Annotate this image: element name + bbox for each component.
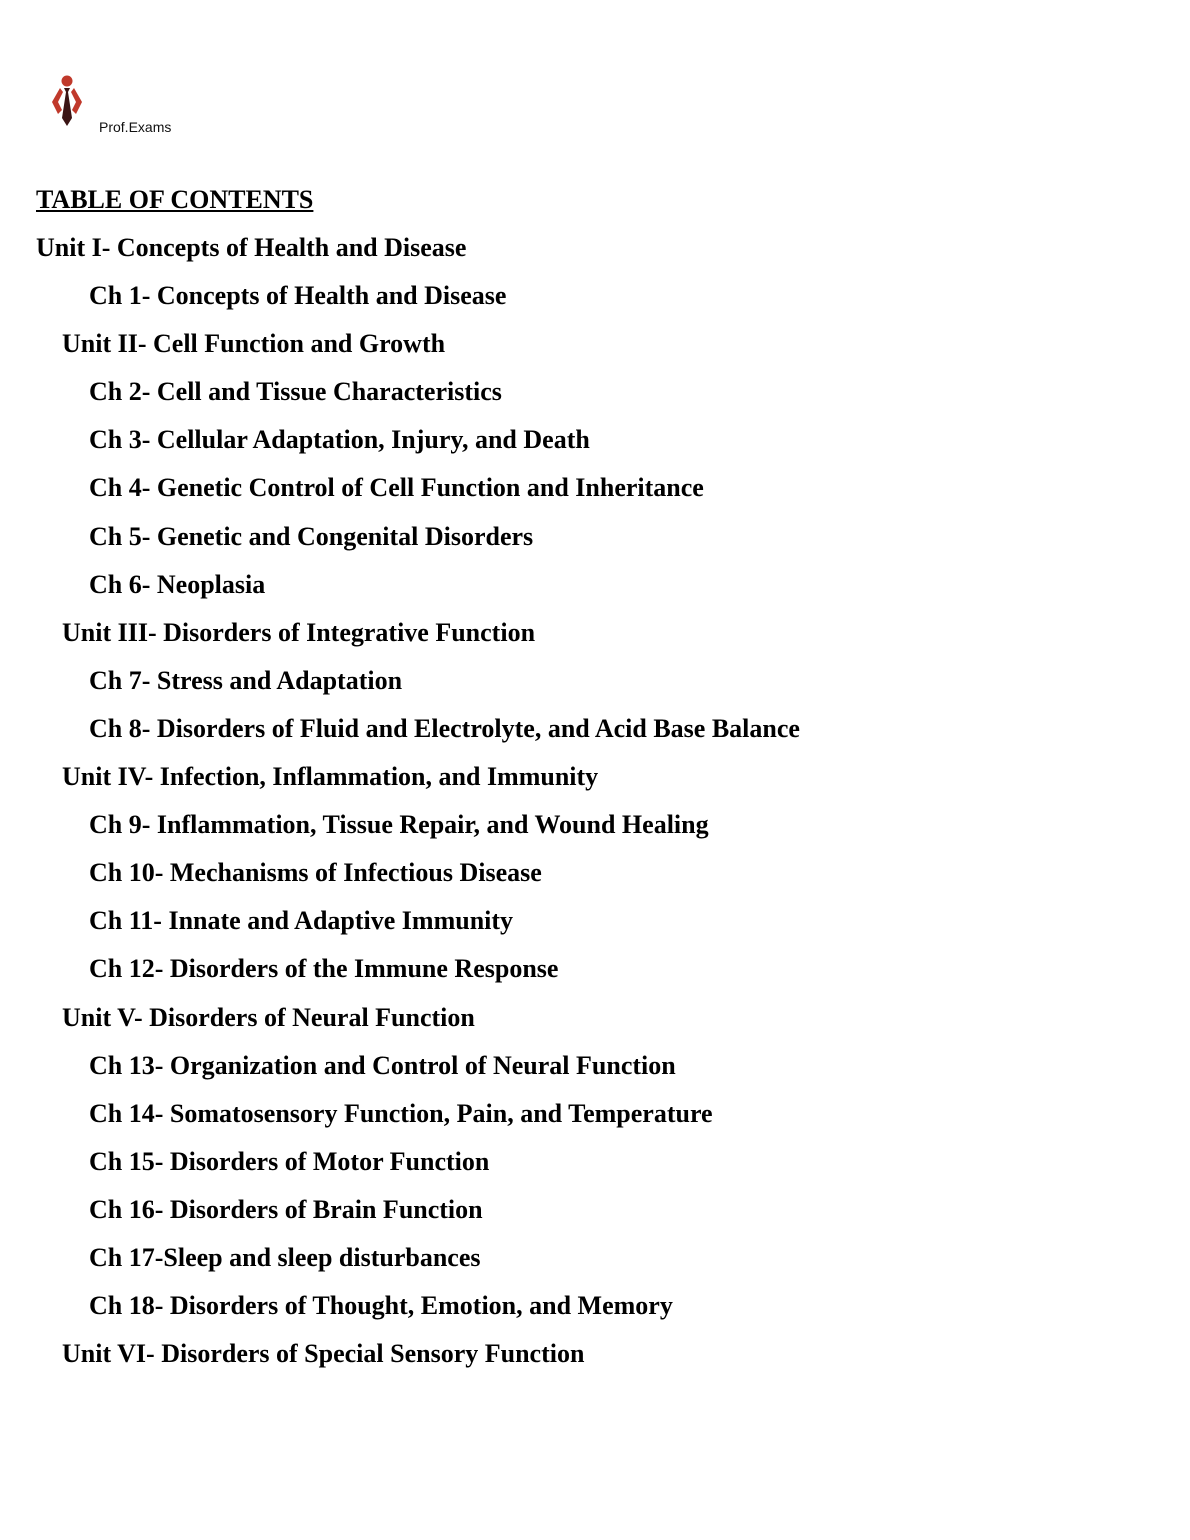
toc-chapter-entry[interactable]: Ch 16- Disorders of Brain Function — [89, 1194, 483, 1224]
toc-title: TABLE OF CONTENTS — [36, 185, 314, 214]
toc-chapter-entry[interactable]: Ch 5- Genetic and Congenital Disorders — [89, 521, 534, 551]
toc-unit-entry[interactable]: Unit II- Cell Function and Growth — [62, 329, 446, 359]
toc-chapter-entry[interactable]: Ch 14- Somatosensory Function, Pain, and Temperature — [89, 1098, 713, 1128]
toc-chapter-entry[interactable]: Ch 12- Disorders of the Immune Response — [89, 954, 559, 984]
toc-chapter-entry[interactable]: Ch 2- Cell and Tissue Characteristics — [89, 377, 502, 407]
toc-chapter-entry[interactable]: Ch 8- Disorders of Fluid and Electrolyte, and Acid Base Balance — [89, 713, 800, 743]
toc-chapter-entry[interactable]: Ch 13- Organization and Control of Neural Function — [89, 1050, 676, 1080]
toc-chapter-entry[interactable]: Ch 17-Sleep and sleep disturbances — [89, 1242, 481, 1272]
toc-chapter-entry[interactable]: Ch 18- Disorders of Thought, Emotion, and Memory — [89, 1291, 673, 1321]
toc-chapter-entry[interactable]: Ch 9- Inflammation, Tissue Repair, and Wound Healing — [89, 810, 709, 840]
toc-chapter-entry[interactable]: Ch 6- Neoplasia — [89, 569, 266, 599]
toc-chapter-entry[interactable]: Ch 11- Innate and Adaptive Immunity — [89, 906, 514, 936]
necktie-person-logo-icon — [50, 74, 86, 130]
toc-chapter-entry[interactable]: Ch 4- Genetic Control of Cell Function and Inheritance — [89, 473, 704, 503]
toc-chapter-entry[interactable]: Ch 3- Cellular Adaptation, Injury, and Death — [89, 425, 590, 455]
toc-unit-entry[interactable]: Unit IV- Infection, Inflammation, and Immunity — [62, 762, 599, 792]
toc-unit-entry[interactable]: Unit III- Disorders of Integrative Function — [62, 617, 536, 647]
toc-unit-entry[interactable]: Unit VI- Disorders of Special Sensory Function — [62, 1339, 585, 1369]
brand-name: Prof.Exams — [99, 119, 172, 135]
toc-list — [0, 232, 800, 1386]
toc-chapter-entry[interactable]: Ch 10- Mechanisms of Infectious Disease — [89, 858, 542, 888]
toc-chapter-entry[interactable]: Ch 15- Disorders of Motor Function — [89, 1146, 490, 1176]
toc-unit-entry[interactable]: Unit I- Concepts of Health and Disease — [36, 233, 467, 262]
toc-chapter-entry[interactable]: Ch 1- Concepts of Health and Disease — [89, 281, 507, 311]
toc-unit-entry[interactable]: Unit V- Disorders of Neural Function — [62, 1002, 475, 1032]
toc-chapter-entry[interactable]: Ch 7- Stress and Adaptation — [89, 665, 403, 695]
